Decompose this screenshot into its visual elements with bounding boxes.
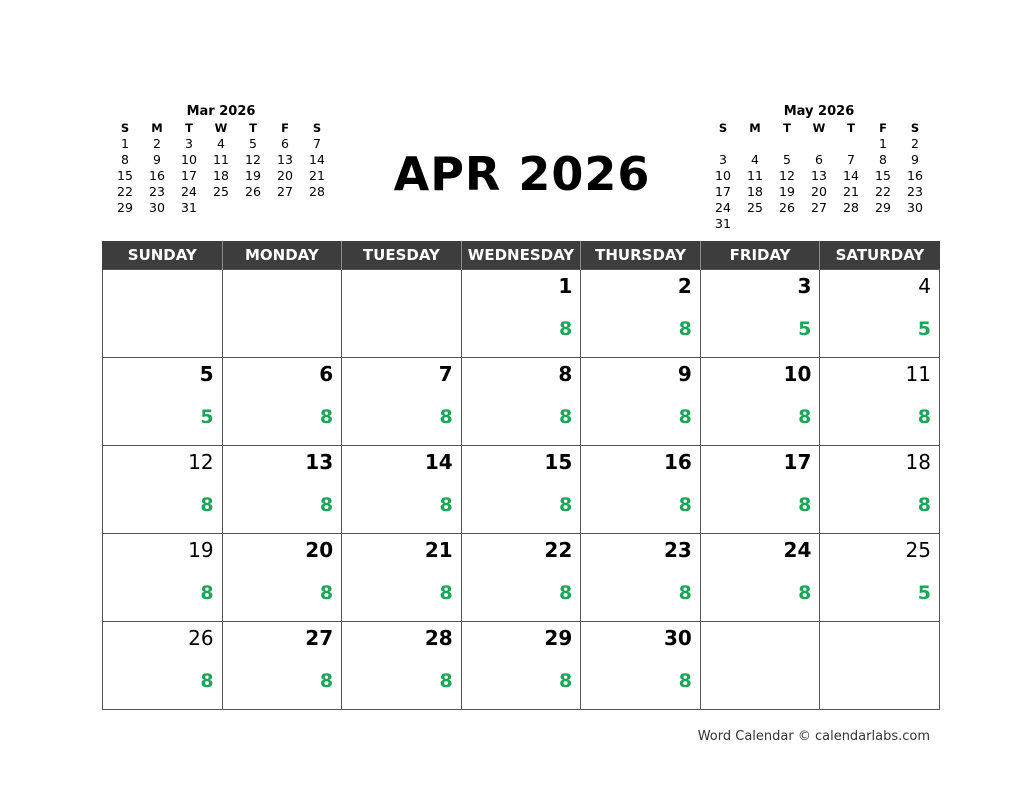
mini-day-cell [109, 216, 141, 232]
mini-day-cell: 4 [217, 136, 225, 151]
mini-day-cell: 17 [715, 184, 731, 199]
mini-calendar-title: May 2026 [783, 104, 855, 119]
weekday-header-thursday: THURSDAY [581, 241, 701, 270]
day-number: 27 [305, 626, 334, 650]
day-cell[interactable] [342, 358, 462, 446]
day-number: 13 [305, 450, 334, 474]
day-number: 21 [424, 538, 453, 562]
day-value: 8 [319, 494, 334, 516]
mini-day-cell: 22 [875, 184, 891, 199]
mini-day-cell: 20 [811, 184, 827, 199]
mini-day-cell: 27 [277, 184, 293, 199]
day-number: 3 [797, 274, 812, 298]
day-value: 8 [439, 670, 453, 692]
day-number: 24 [783, 538, 812, 562]
mini-day-cell: 3 [719, 152, 727, 167]
mini-day-cell: 16 [907, 168, 923, 183]
day-cell[interactable] [342, 534, 462, 622]
mini-day-cell [301, 200, 333, 216]
mini-day-cell: 22 [117, 184, 133, 199]
mini-day-cell: 3 [185, 136, 193, 151]
day-value: 8 [200, 494, 214, 516]
day-cell[interactable] [222, 534, 342, 622]
mini-day-cell: 2 [153, 136, 161, 151]
day-cell[interactable] [461, 622, 581, 710]
mini-day-cell: 26 [245, 184, 261, 199]
mini-day-cell: 19 [245, 168, 261, 183]
day-value: 8 [917, 494, 931, 516]
mini-day-cell [739, 216, 771, 232]
day-cell[interactable] [103, 358, 223, 446]
mini-weekday-header: S [312, 121, 322, 135]
mini-day-cell: 2 [911, 136, 919, 151]
mini-day-cell [707, 136, 739, 152]
mini-day-cell: 28 [843, 200, 859, 215]
day-cell[interactable] [700, 622, 820, 710]
mini-day-cell: 14 [843, 168, 859, 183]
day-value: 8 [559, 494, 573, 516]
day-cell[interactable] [820, 358, 940, 446]
mini-day-cell: 7 [313, 136, 321, 151]
mini-day-cell: 1 [879, 136, 887, 151]
day-cell[interactable] [222, 446, 342, 534]
day-value: 8 [319, 670, 334, 692]
weekday-header-row [103, 241, 940, 270]
mini-day-cell [237, 200, 269, 216]
day-cell[interactable] [700, 446, 820, 534]
mini-day-cell: 15 [875, 168, 891, 183]
day-number: 30 [663, 626, 692, 650]
mini-day-cell: 12 [245, 152, 261, 167]
mini-weekday-header: T [185, 121, 193, 135]
mini-weekday-header: M [151, 121, 163, 135]
footer-credit: Word Calendar © calendarlabs.com [697, 729, 930, 744]
mini-day-cell: 31 [715, 216, 731, 231]
mini-day-cell: 1 [121, 136, 129, 151]
day-cell[interactable] [103, 270, 223, 358]
day-cell[interactable] [700, 534, 820, 622]
mini-day-cell: 8 [121, 152, 129, 167]
mini-day-cell: 13 [811, 168, 827, 183]
day-value: 8 [200, 582, 214, 604]
mini-day-cell: 24 [715, 200, 731, 215]
mini-day-cell: 24 [181, 184, 197, 199]
day-value: 8 [798, 494, 812, 516]
day-cell[interactable] [342, 270, 462, 358]
day-cell[interactable] [820, 534, 940, 622]
mini-day-cell [205, 200, 237, 216]
mini-day-cell: 25 [213, 184, 229, 199]
day-value: 8 [559, 406, 573, 428]
day-number: 11 [905, 362, 931, 386]
day-number: 9 [677, 362, 692, 386]
week-row [103, 270, 940, 358]
mini-weekday-header: T [847, 121, 855, 135]
mini-day-cell: 6 [815, 152, 823, 167]
day-number: 14 [424, 450, 453, 474]
mini-day-cell: 13 [277, 152, 293, 167]
day-cell[interactable] [461, 270, 581, 358]
mini-calendar-grid [109, 120, 333, 232]
day-cell[interactable] [461, 534, 581, 622]
day-value: 5 [200, 406, 214, 428]
day-cell[interactable] [461, 446, 581, 534]
week-row [103, 534, 940, 622]
day-cell[interactable] [820, 622, 940, 710]
mini-weekday-header: M [749, 121, 761, 135]
mini-day-cell [269, 200, 301, 216]
weekday-header-tuesday: TUESDAY [342, 241, 462, 270]
mini-day-cell: 18 [213, 168, 229, 183]
mini-day-cell: 14 [309, 152, 325, 167]
mini-day-cell [867, 216, 899, 232]
mini-calendar-previous [109, 104, 333, 232]
mini-day-cell [835, 216, 867, 232]
mini-weekday-header: S [718, 121, 728, 135]
day-number: 19 [188, 538, 214, 562]
day-number: 25 [905, 538, 931, 562]
day-number: 22 [544, 538, 573, 562]
day-cell[interactable] [700, 270, 820, 358]
mini-day-cell: 23 [149, 184, 165, 199]
day-number: 18 [905, 450, 931, 474]
week-row [103, 358, 940, 446]
day-number: 17 [783, 450, 812, 474]
day-cell[interactable] [342, 446, 462, 534]
day-number: 1 [558, 274, 573, 298]
mini-day-cell: 23 [907, 184, 923, 199]
day-number: 10 [783, 362, 812, 386]
day-cell[interactable] [222, 358, 342, 446]
mini-day-cell: 19 [779, 184, 795, 199]
day-value: 8 [798, 406, 812, 428]
mini-weekday-header: F [879, 121, 887, 135]
mini-day-cell: 16 [149, 168, 165, 183]
day-value: 8 [917, 406, 931, 428]
mini-day-cell: 30 [907, 200, 923, 215]
day-number: 28 [424, 626, 453, 650]
mini-weekday-header: F [281, 121, 289, 135]
day-value: 8 [678, 582, 692, 604]
mini-day-cell: 21 [843, 184, 859, 199]
mini-day-cell: 5 [783, 152, 791, 167]
month-calendar [102, 241, 940, 710]
mini-day-cell: 28 [309, 184, 325, 199]
mini-day-cell [771, 136, 803, 152]
day-number: 5 [199, 362, 214, 386]
day-cell[interactable] [103, 534, 223, 622]
day-number: 2 [677, 274, 692, 298]
mini-day-cell: 21 [309, 168, 325, 183]
mini-day-cell: 29 [117, 200, 133, 215]
day-value: 8 [798, 582, 812, 604]
calendar-body [103, 270, 940, 710]
day-cell[interactable] [103, 622, 223, 710]
day-value: 8 [678, 494, 692, 516]
weekday-header-friday: FRIDAY [700, 241, 820, 270]
day-cell[interactable] [581, 358, 701, 446]
day-value: 8 [559, 318, 573, 340]
mini-day-cell: 9 [153, 152, 161, 167]
mini-weekday-header: T [249, 121, 257, 135]
mini-weekday-header: S [910, 121, 920, 135]
day-cell[interactable] [461, 358, 581, 446]
mini-day-cell [899, 216, 931, 232]
mini-day-cell [771, 216, 803, 232]
day-number: 12 [188, 450, 214, 474]
page-title: APR 2026 [393, 147, 651, 201]
mini-day-cell: 20 [277, 168, 293, 183]
mini-day-cell: 12 [779, 168, 795, 183]
day-value: 8 [319, 406, 334, 428]
day-number: 16 [663, 450, 692, 474]
day-number: 20 [305, 538, 334, 562]
day-number: 23 [663, 538, 692, 562]
weekday-header-wednesday: WEDNESDAY [461, 241, 581, 270]
mini-calendar-title: Mar 2026 [186, 104, 256, 119]
mini-day-cell: 17 [181, 168, 197, 183]
day-cell[interactable] [581, 270, 701, 358]
mini-day-cell [835, 136, 867, 152]
mini-day-cell: 4 [751, 152, 759, 167]
mini-calendar-next [707, 104, 931, 232]
mini-day-cell: 11 [213, 152, 229, 167]
mini-day-cell [739, 136, 771, 152]
mini-weekday-header: W [812, 121, 826, 135]
day-cell[interactable] [581, 534, 701, 622]
mini-day-cell [141, 216, 173, 232]
mini-day-cell: 11 [747, 168, 763, 183]
day-value: 5 [917, 318, 931, 340]
day-number: 7 [438, 362, 453, 386]
day-value: 5 [798, 318, 812, 340]
day-cell[interactable] [820, 270, 940, 358]
mini-day-cell: 10 [715, 168, 731, 183]
day-value: 8 [439, 582, 453, 604]
day-value: 5 [917, 582, 931, 604]
day-value: 8 [678, 318, 692, 340]
day-number: 4 [918, 274, 931, 298]
mini-weekday-header: W [214, 121, 228, 135]
day-cell[interactable] [222, 622, 342, 710]
day-number: 29 [544, 626, 573, 650]
weekday-header-monday: MONDAY [222, 241, 342, 270]
weekday-header-sunday: SUNDAY [103, 241, 223, 270]
mini-day-cell: 18 [747, 184, 763, 199]
mini-day-cell [803, 216, 835, 232]
day-number: 15 [544, 450, 573, 474]
mini-day-cell: 8 [879, 152, 887, 167]
day-cell[interactable] [820, 446, 940, 534]
mini-day-cell [803, 136, 835, 152]
day-value: 8 [559, 670, 573, 692]
week-row [103, 446, 940, 534]
mini-day-cell: 31 [181, 200, 197, 215]
mini-day-cell: 7 [847, 152, 855, 167]
mini-weekday-header: S [120, 121, 130, 135]
day-cell[interactable] [342, 622, 462, 710]
mini-day-cell: 15 [117, 168, 133, 183]
day-value: 8 [439, 494, 453, 516]
day-value: 8 [439, 406, 453, 428]
mini-day-cell: 6 [281, 136, 289, 151]
mini-day-cell: 10 [181, 152, 197, 167]
day-cell[interactable] [222, 270, 342, 358]
mini-weekday-header: T [783, 121, 791, 135]
day-number: 8 [558, 362, 573, 386]
mini-day-cell: 30 [149, 200, 165, 215]
day-number: 6 [319, 362, 334, 386]
mini-day-cell: 9 [911, 152, 919, 167]
day-cell[interactable] [581, 446, 701, 534]
day-cell[interactable] [581, 622, 701, 710]
day-value: 8 [319, 582, 334, 604]
day-number: 26 [188, 626, 214, 650]
mini-calendar-grid [707, 120, 931, 232]
mini-day-cell: 26 [779, 200, 795, 215]
mini-day-cell: 25 [747, 200, 763, 215]
weekday-header-saturday: SATURDAY [820, 241, 940, 270]
day-cell[interactable] [103, 446, 223, 534]
day-value: 8 [678, 406, 692, 428]
mini-day-cell: 29 [875, 200, 891, 215]
mini-day-cell: 27 [811, 200, 827, 215]
day-value: 8 [678, 670, 692, 692]
day-value: 8 [200, 670, 214, 692]
day-cell[interactable] [700, 358, 820, 446]
mini-day-cell: 5 [249, 136, 257, 151]
day-value: 8 [559, 582, 573, 604]
week-row [103, 622, 940, 710]
